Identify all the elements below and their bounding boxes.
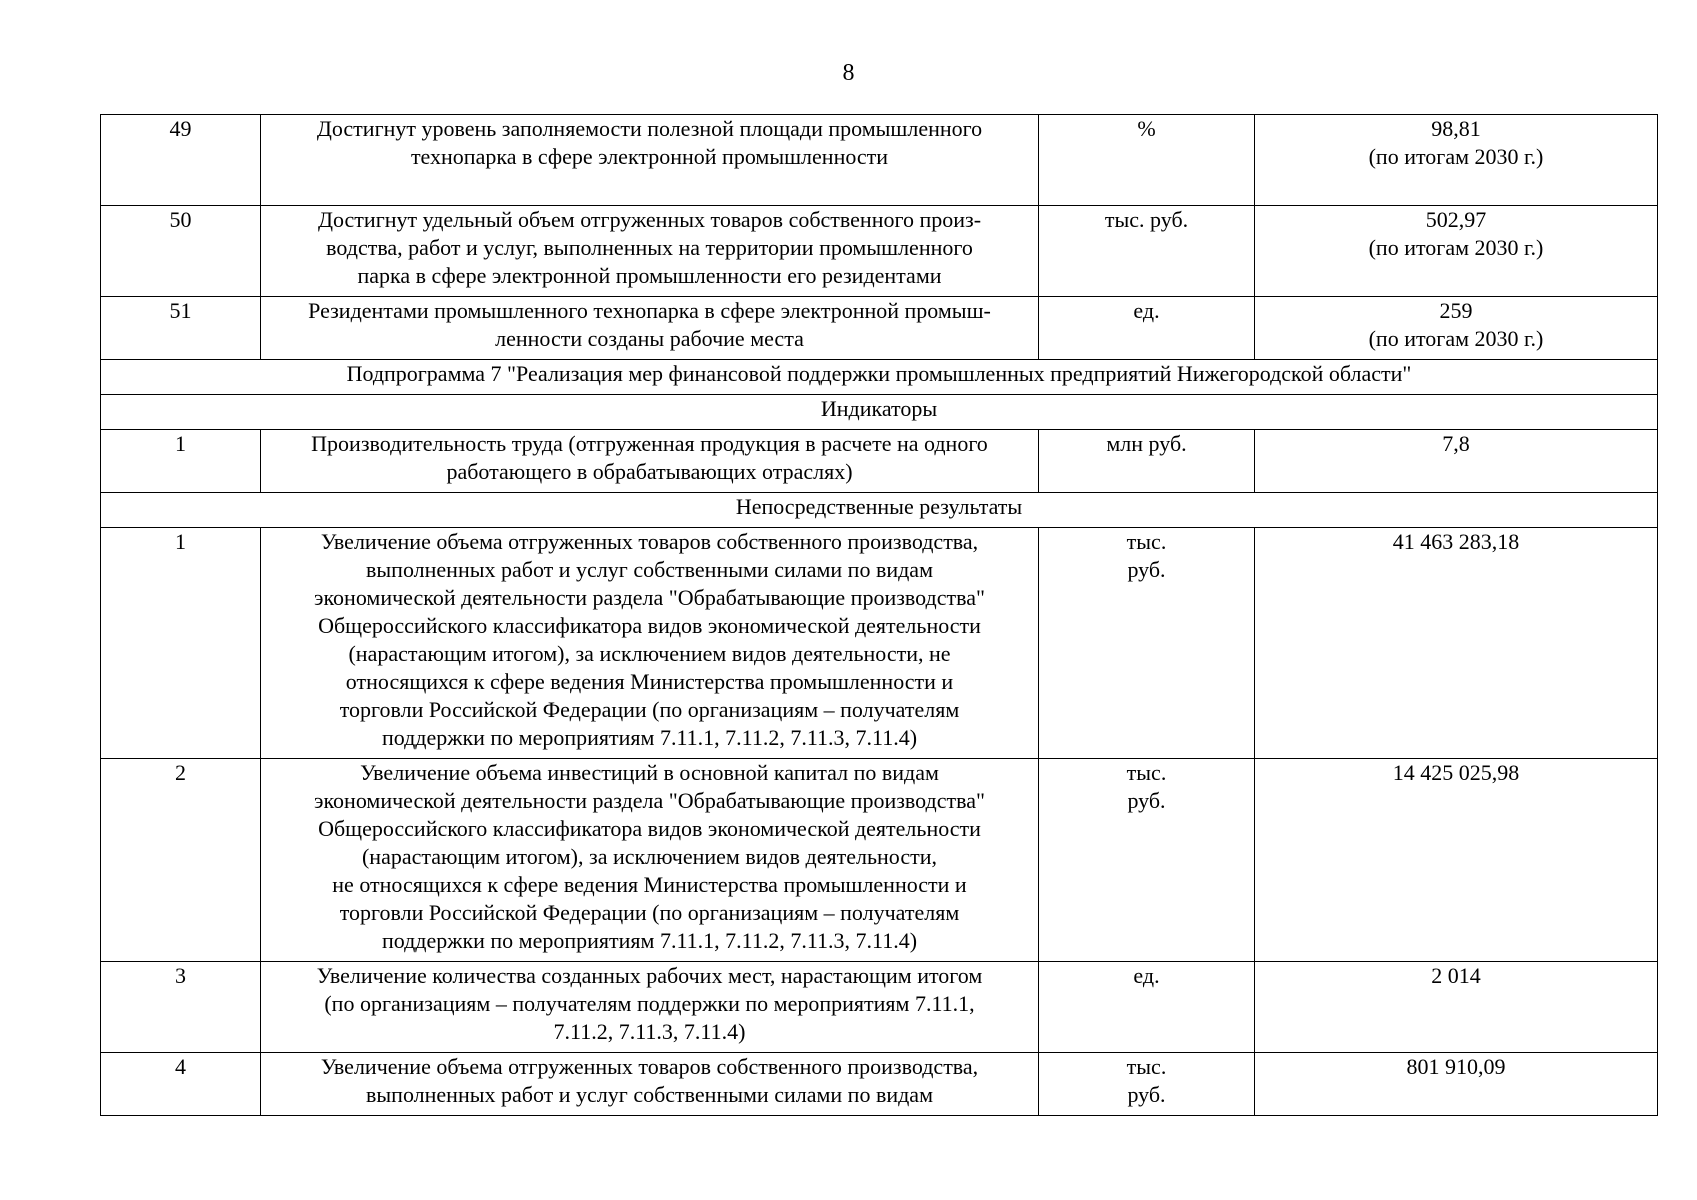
row-value: 801 910,09 (1255, 1053, 1658, 1116)
subprogram-title: Подпрограмма 7 "Реализация мер финансовой поддержки промышленных предприятий Нижегородской области" (101, 360, 1658, 395)
row-number: 4 (101, 1053, 261, 1116)
section-row (101, 395, 1658, 430)
row-number: 49 (101, 115, 261, 206)
row-number: 51 (101, 297, 261, 360)
row-unit: % (1039, 115, 1255, 206)
row-unit: тыс. руб. (1039, 1053, 1255, 1116)
section-row (101, 493, 1658, 528)
page-number: 8 (842, 60, 855, 86)
row-unit: тыс. руб. (1039, 759, 1255, 962)
row-unit: тыс. руб. (1039, 206, 1255, 297)
row-number: 2 (101, 759, 261, 962)
row-value: 7,8 (1255, 430, 1658, 493)
row-value: 41 463 283,18 (1255, 528, 1658, 759)
row-name: Увеличение объема отгруженных товаров собственного производства, выполненных работ и услуг собственными силами по видам (261, 1053, 1039, 1116)
table-row (101, 528, 1658, 759)
row-value: 259 (по итогам 2030 г.) (1255, 297, 1658, 360)
results-table (100, 114, 1658, 1116)
row-unit: млн руб. (1039, 430, 1255, 493)
table-row (101, 962, 1658, 1053)
table-row (101, 297, 1658, 360)
table-row (101, 206, 1658, 297)
row-name: Резидентами промышленного технопарка в сфере электронной промыш- ленности созданы рабочие места (261, 297, 1039, 360)
row-name: Достигнут уровень заполняемости полезной площади промышленного технопарка в сфере электронной промышленности (261, 115, 1039, 206)
row-value: 14 425 025,98 (1255, 759, 1658, 962)
row-value: 98,81 (по итогам 2030 г.) (1255, 115, 1658, 206)
row-name: Увеличение количества созданных рабочих мест, нарастающим итогом (по организациям – получателям поддержки по мероприятиям 7.11.1, 7.11.2, 7.11.3, 7.11.4) (261, 962, 1039, 1053)
row-number: 3 (101, 962, 261, 1053)
section-row (101, 360, 1658, 395)
row-number: 1 (101, 528, 261, 759)
indicators-heading: Индикаторы (101, 395, 1658, 430)
table-row (101, 430, 1658, 493)
table-row (101, 1053, 1658, 1116)
row-number: 1 (101, 430, 261, 493)
row-unit: тыс. руб. (1039, 528, 1255, 759)
row-name: Увеличение объема отгруженных товаров собственного производства, выполненных работ и услуг собственными силами по видам экономической деятельности раздела "Обрабатывающие производства" Общероссийского классификатора видов экономической деятельности (нарастающим итогом), за исключением видов деятельности, не относящихся к сфере ведения Министерства промышленности и торговли Российской Федерации (по организациям – получателям поддержки по мероприятиям 7.11.1, 7.11.2, 7.11.3, 7.11.4) (261, 528, 1039, 759)
row-unit: ед. (1039, 297, 1255, 360)
table-row (101, 759, 1658, 962)
row-unit: ед. (1039, 962, 1255, 1053)
results-heading: Непосредственные результаты (101, 493, 1658, 528)
row-value: 502,97 (по итогам 2030 г.) (1255, 206, 1658, 297)
row-value: 2 014 (1255, 962, 1658, 1053)
table-row (101, 115, 1658, 206)
row-number: 50 (101, 206, 261, 297)
row-name: Достигнут удельный объем отгруженных товаров собственного произ- водства, работ и услуг, выполненных на территории промышленного парка в сфере электронной промышленности его резидентами (261, 206, 1039, 297)
row-name: Производительность труда (отгруженная продукция в расчете на одного работающего в обрабатывающих отраслях) (261, 430, 1039, 493)
row-name: Увеличение объема инвестиций в основной капитал по видам экономической деятельности раздела "Обрабатывающие производства" Общероссийского классификатора видов экономической деятельности (нарастающим итогом), за исключением видов деятельности, не относящихся к сфере ведения Министерства промышленности и торговли Российской Федерации (по организациям – получателям поддержки по мероприятиям 7.11.1, 7.11.2, 7.11.3, 7.11.4) (261, 759, 1039, 962)
